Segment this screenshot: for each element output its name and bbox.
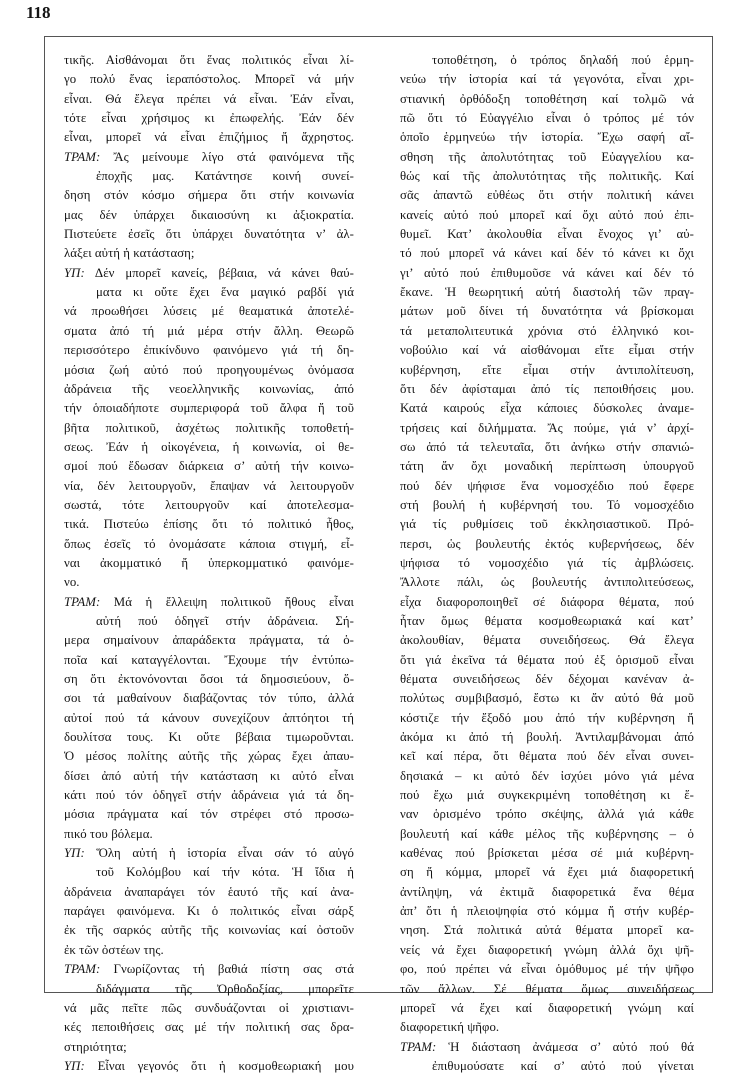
text-line bbox=[400, 167, 694, 186]
text-line bbox=[400, 593, 694, 612]
text-line bbox=[64, 593, 354, 612]
line-text: ποῖα καί καταγγέλονται. Ἔχουμε τήν ἐντύπω- bbox=[64, 652, 354, 667]
line-text: μόσια ζωή αὐτό πού προηγουμένως ὀνόμασα bbox=[64, 362, 354, 377]
text-line bbox=[64, 844, 354, 863]
text-line bbox=[400, 786, 694, 805]
line-text: μόσια πράγματα καί τόν στρέφει στό προσω- bbox=[64, 807, 354, 822]
text-line bbox=[400, 825, 694, 844]
text-line bbox=[64, 535, 354, 554]
line-text: θώς καί τῆς ἀπολυτότητας τῆς πολιτικῆς. Καί bbox=[400, 169, 694, 184]
text-line bbox=[400, 670, 694, 689]
line-text: ἀδράνεια τῆς νεοελληνικῆς κοινωνίας, ἀπό bbox=[64, 381, 354, 396]
text-line bbox=[400, 883, 694, 902]
line-text: νείς νά ἔχει διαφορετική γνώμη ἀλλά ὄχι ψῆ- bbox=[400, 942, 694, 957]
text-line bbox=[400, 51, 694, 70]
text-line bbox=[400, 457, 694, 476]
text-line bbox=[400, 689, 694, 708]
text-line bbox=[400, 186, 694, 205]
line-text: γιά τίς ρυθμίσεις τοῦ ἐκκλησιαστικοῦ. Πρό- bbox=[400, 517, 694, 532]
text-line bbox=[400, 612, 694, 631]
line-text: νία, δέν λειτουργοῦν, ἔπαψαν νά λειτουργοῦν bbox=[64, 478, 354, 493]
line-text: τοῦ Κολόμβου καί τήν κότα. Ἡ ἴδια ἡ bbox=[96, 865, 354, 880]
line-text: Εἶναι γεγονός ὅτι ἡ κοσμοθεωριακή μου bbox=[84, 1058, 354, 1073]
line-text: πού δέν ψήφισε ἕνα νομοσχέδιο πού ἔφερε bbox=[400, 478, 694, 493]
text-line bbox=[400, 921, 694, 940]
line-text: τῶν ἄλλων. Σέ θέματα ὅμως συνειδήσεως bbox=[400, 981, 694, 996]
text-line bbox=[64, 825, 354, 844]
text-line bbox=[64, 148, 354, 167]
text-line bbox=[64, 554, 354, 573]
text-line bbox=[400, 380, 694, 399]
line-text: κάτι πού τόν ὁδηγεῖ στήν ἀδράνεια γιά τά δη- bbox=[64, 788, 354, 803]
text-line bbox=[400, 709, 694, 728]
text-line bbox=[64, 883, 354, 902]
line-text: Ἄλλοτε πάλι, ὡς βουλευτής ἀντιπολιτεύσεως, bbox=[400, 575, 694, 590]
line-text: εἶναι, μπορεῖ νά εἶναι ἐπιζήμιος ἤ ἄχρηστος. bbox=[64, 130, 354, 145]
speaker-label: ΤΡΑΜ: bbox=[400, 1039, 437, 1054]
text-line bbox=[64, 631, 354, 650]
text-line bbox=[400, 1057, 694, 1076]
line-text: στιανική ὀρθόδοξη τοποθέτηση καί τολμῶ νά bbox=[400, 91, 694, 106]
line-text: Πιστεύετε ἐσεῖς ὅτι ὑπάρχει δυνατότητα ν’ ἀλ- bbox=[64, 227, 354, 242]
line-text: τήν ὁποιαδήποτε συμπεριφορά τοῦ ἄλφα ἤ τοῦ bbox=[64, 401, 354, 416]
text-line bbox=[400, 244, 694, 263]
line-text: Ὁ μέσος πολίτης αὐτῆς τῆς χώρας ἔχει ἀπαυ- bbox=[64, 749, 354, 764]
text-line bbox=[64, 167, 354, 186]
line-text: ἦταν ὅμως θέματα κοσμοθεωριακά καί κατ’ bbox=[400, 613, 694, 628]
speaker-label: ΥΠ: bbox=[64, 265, 85, 280]
text-line bbox=[64, 341, 354, 360]
line-text: ἀκολουθίαν, θέματα συνειδήσεως. Θά ἔλεγα bbox=[400, 633, 694, 648]
line-text: ναι ἀκομματικό ἤ ὑπερκομματικό φαινόμε- bbox=[64, 555, 354, 570]
line-text: δησιακά – κι αὐτό δέν ἰσχύει μόνο γιά μένα bbox=[400, 768, 694, 783]
text-line bbox=[64, 302, 354, 321]
line-text: πολύτως συμβιβασμό, ἔστω κι ἄν αὐτό θά μοῦ bbox=[400, 691, 694, 706]
text-line bbox=[64, 709, 354, 728]
text-line bbox=[64, 496, 354, 515]
line-text: περσι, ὡς βουλευτής ἐκτός κυβερνήσεως, δέν bbox=[400, 536, 694, 551]
speaker-label: ΤΡΑΜ: bbox=[64, 594, 101, 609]
line-text: Ἄς μείνουμε λίγο στά φαινόμενα τῆς bbox=[100, 149, 354, 164]
text-line bbox=[400, 283, 694, 302]
line-text: ψήφισα τό νομοσχέδιο γιά τίς ἀμβλώσεις. bbox=[400, 555, 694, 570]
text-line bbox=[64, 322, 354, 341]
text-line bbox=[400, 747, 694, 766]
line-text: τότε εἶναι χρήσιμος κι ἐπωφελής. Ἐάν δέν bbox=[64, 111, 354, 126]
text-line bbox=[400, 631, 694, 650]
text-line bbox=[64, 941, 354, 960]
text-line bbox=[64, 90, 354, 109]
text-line bbox=[64, 960, 354, 979]
line-text: μας δέν ὑπάρχει δικαιοσύνη κι ἀξιοκρατία. bbox=[64, 207, 354, 222]
text-line bbox=[400, 999, 694, 1018]
line-text: κυβέρνηση, εἴτε εἶμαι στήν ἀντιπολίτευση, bbox=[400, 362, 694, 377]
text-line bbox=[64, 361, 354, 380]
line-text: ὅτι γιά ἐκεῖνα τά θέματα πού ἐξ ὁρισμοῦ εἶναι bbox=[400, 652, 694, 667]
page-number: 118 bbox=[26, 3, 51, 22]
line-text: ἐπιθυμούσατε καί σ’ αὐτό πού γίνεται bbox=[432, 1058, 694, 1073]
line-text: παράγει φαινόμενα. Κι ὁ πολιτικός εἶναι σάρξ bbox=[64, 904, 354, 919]
text-line bbox=[64, 225, 354, 244]
text-line bbox=[64, 728, 354, 747]
line-text: δηση στόν κόσμο σήμερα ὅτι στήν κοινωνία bbox=[64, 188, 354, 203]
text-line bbox=[64, 283, 354, 302]
line-text: αὐτοί πού τά κάνουν συνεχίζουν ἀπτόητοι τή bbox=[64, 710, 354, 725]
line-text: τάτη ἄν ὄχι μοναδική περίπτωση ὑπουργοῦ bbox=[400, 459, 694, 474]
text-line bbox=[64, 1057, 354, 1076]
text-line bbox=[400, 980, 694, 999]
line-text: τοποθέτηση, ὁ τρόπος δηλαδή πού ἑρμη- bbox=[432, 53, 694, 67]
text-line bbox=[64, 70, 354, 89]
text-line bbox=[400, 496, 694, 515]
line-text: βουλευτή καί κάθε μέλος τῆς κυβέρνησης – ὁ bbox=[400, 826, 694, 841]
text-line bbox=[64, 921, 354, 940]
line-text: τικά. Πιστεύω ἐπίσης ὅτι τό πολιτικό ἦθος, bbox=[64, 517, 354, 532]
line-text: στηριότητα; bbox=[64, 1039, 127, 1054]
text-line bbox=[400, 399, 694, 418]
text-frame bbox=[44, 36, 713, 1073]
line-text: ση ὅτι ἐκτονόνονται ὅσοι τά δημοσιεύουν, ὅ- bbox=[64, 672, 354, 686]
line-text: γο πολύ ἕνας ἱεραπόστολος. Μπορεῖ νά μήν bbox=[64, 72, 354, 87]
line-text: γι’ αὐτό πού ἐπιθυμοῦσε νά κάνει καί δέν τό bbox=[400, 265, 694, 280]
line-text: ἀκόμα κι ἀπό τή βουλή. Ἀντιλαμβάνομαι ἀπό bbox=[400, 730, 694, 745]
line-text: ἐκ τῆς σαρκός αὐτῆς τῆς κοινωνίας καί ὀστοῦν bbox=[64, 923, 354, 938]
text-line bbox=[64, 206, 354, 225]
text-line bbox=[400, 1038, 694, 1057]
line-text: διδάγματα τῆς Ὀρθοδοξίας, μπορεῖτε bbox=[96, 981, 354, 996]
text-line bbox=[64, 689, 354, 708]
text-line bbox=[64, 651, 354, 670]
text-line bbox=[400, 515, 694, 534]
line-text: κεῖ καί πέρα, ὅτι θέματα πού δέν εἶναι συνει- bbox=[400, 749, 694, 764]
line-text: σθηση τῆς ἀπολυτότητας τοῦ Εὐαγγελίου κα- bbox=[400, 149, 694, 164]
text-line bbox=[400, 844, 694, 863]
line-text: κές πεποιθήσεις σας μέ τήν πολιτική σας δρα- bbox=[64, 1020, 354, 1035]
line-text: ματα κι οὔτε ἔχει ἕνα μαγικό ραβδί γιά bbox=[96, 285, 354, 300]
line-text: μπορεῖ νά ἔχει καί διαφορετική γνώμη καί bbox=[400, 1000, 694, 1015]
speaker-label: ΥΠ: bbox=[64, 1058, 85, 1073]
line-text: νηση. Στά πολιτικά αὐτά θέματα μπορεῖ κα- bbox=[400, 923, 694, 938]
line-text: Κατά καιρούς εἶχα κάποιες δύσκολες ἀναμε- bbox=[400, 401, 694, 416]
text-line bbox=[64, 399, 354, 418]
line-text: ἀδράνεια ἀναπαράγει τόν ἑαυτό τῆς καί ἀνα- bbox=[64, 884, 354, 899]
line-text: σμοί πού ἔδωσαν διάρκεια σ’ αὐτή τήν κοινω- bbox=[64, 459, 354, 474]
line-text: σματα ἀπό τή μιά μέρα στήν ἄλλη. Θεωρῶ bbox=[64, 323, 354, 338]
text-line bbox=[400, 225, 694, 244]
line-text: ἀπ’ ὅτι ἡ πλειοψηφία στό κόμμα ἤ στήν κυβέρ- bbox=[400, 904, 694, 919]
line-text: τρήσεις καί διλήμματα. Ἄς πούμε, γιά ν’ ἀρχί- bbox=[400, 420, 694, 435]
text-line bbox=[400, 438, 694, 457]
text-line bbox=[400, 573, 694, 592]
text-line bbox=[400, 302, 694, 321]
text-line bbox=[64, 477, 354, 496]
line-text: περισσότερο ἐπικίνδυνο φαινόμενο γιά τή δη- bbox=[64, 343, 354, 358]
line-text: ὁποῖο ἑρμηνεύω τήν ἱστορία. Ἔχω σαφή αἴ- bbox=[400, 130, 694, 145]
text-line bbox=[400, 109, 694, 128]
text-line bbox=[64, 438, 354, 457]
line-text: ὅπως ἐσεῖς τό ὀνομάσατε κάποια στιγμή, εἶ- bbox=[64, 536, 354, 551]
text-line bbox=[64, 51, 354, 70]
line-text: ἐκ τῶν ὀστέων της. bbox=[64, 942, 164, 957]
text-line bbox=[64, 612, 354, 631]
line-text: ἐποχῆς μας. Κατάντησε κοινή συνεί- bbox=[96, 169, 354, 184]
line-text: πῶ ὅτι τό Εὐαγγέλιο εἶναι ὁ τρόπος μέ τόν bbox=[400, 111, 694, 126]
line-text: σοι τά μαθαίνουν διαβάζοντας τόν τύπο, ἀλλά bbox=[64, 691, 354, 706]
line-text: αὐτή πού ὁδηγεῖ στήν ἀδράνεια. Σή- bbox=[96, 613, 354, 628]
line-text: Δέν μπορεῖ κανείς, βέβαια, νά κάνει θαύ- bbox=[84, 265, 354, 280]
left-column bbox=[64, 51, 354, 1076]
line-text: σωστά, τότε λειτουργοῦν καί ἀποτελεσμα- bbox=[64, 497, 354, 512]
line-text: μερα σημαίνουν ἀπαράδεκτα πράγματα, τά ὁ- bbox=[64, 633, 354, 648]
text-line bbox=[400, 728, 694, 747]
text-line bbox=[64, 980, 354, 999]
line-text: ὅτι δέν ἀφίσταμαι ἀπό τίς πεποιθήσεις μου. bbox=[400, 381, 694, 396]
text-line bbox=[64, 109, 354, 128]
text-line bbox=[64, 902, 354, 921]
line-text: τικῆς. Αἰσθάνομαι ὅτι ἕνας πολιτικός εἶναι λί- bbox=[64, 53, 354, 67]
text-line bbox=[64, 186, 354, 205]
line-text: καθένας πού βρίσκεται μέσα σέ μιά κυβέρνη- bbox=[400, 846, 694, 861]
line-text: ναν ὁρισμένο τρόπο σκέψης, ἀλλά γιά κάθε bbox=[400, 807, 694, 822]
line-text: ση ἤ κόμμα, μπορεῖ νά ἔχει μιά διαφορετική bbox=[400, 865, 694, 880]
text-line bbox=[64, 747, 354, 766]
line-text: νοβούλιο καί νά αἰσθάνομαι εἴτε εἶμαι στήν bbox=[400, 343, 694, 358]
line-text: μάτων μοῦ δίνει τή δυνατότητα νά βρίσκομαι bbox=[400, 304, 694, 319]
text-line bbox=[64, 1038, 354, 1057]
line-text: νά προωθήσει λύσεις μέ θεαματικά ἀποτελέ- bbox=[64, 304, 354, 319]
text-line bbox=[64, 805, 354, 824]
text-line bbox=[400, 322, 694, 341]
text-line bbox=[64, 999, 354, 1018]
line-text: κανείς αὐτό πού μπορεῖ καί ὄχι αὐτό πού ἐπι- bbox=[400, 207, 694, 222]
text-line bbox=[64, 264, 354, 283]
text-line bbox=[400, 535, 694, 554]
text-line bbox=[400, 902, 694, 921]
text-line bbox=[400, 477, 694, 496]
line-text: ἔκανε. Ἡ θεωρητική αὐτή διαστολή τῶν πραγ- bbox=[400, 285, 694, 300]
line-text: τό πού μπορεῖ νά κάνει καί δέν τό κάνει κι ὄχι bbox=[400, 246, 694, 261]
text-line bbox=[400, 148, 694, 167]
line-text: εἶχα διαφοροποιηθεῖ σέ διάφορα θέματα, πού bbox=[400, 594, 694, 609]
text-line bbox=[64, 419, 354, 438]
text-line bbox=[64, 573, 354, 592]
text-line bbox=[400, 361, 694, 380]
text-line bbox=[400, 70, 694, 89]
text-line bbox=[400, 767, 694, 786]
text-line bbox=[400, 419, 694, 438]
line-text: νά μᾶς πεῖτε πῶς συνδυάζονται οἱ χριστιανι- bbox=[64, 1000, 354, 1015]
text-line bbox=[400, 960, 694, 979]
speaker-label: ΤΡΑΜ: bbox=[64, 962, 101, 977]
text-line bbox=[400, 90, 694, 109]
text-line bbox=[400, 128, 694, 147]
line-text: λάξει αὐτή ἡ κατάσταση; bbox=[64, 246, 195, 261]
line-text: Μά ἡ ἔλλειψη πολιτικοῦ ἤθους εἶναι bbox=[100, 594, 354, 609]
text-line bbox=[64, 767, 354, 786]
line-text: πικό του βόλεμα. bbox=[64, 826, 153, 841]
line-text: διαφορετική ψῆφο. bbox=[400, 1020, 500, 1035]
text-line bbox=[400, 206, 694, 225]
line-text: σᾶς ἀπαντῶ εὐθέως ὅτι στήν πολιτική κάνει bbox=[400, 188, 694, 203]
text-line bbox=[64, 786, 354, 805]
line-text: κόστιζε τήν ἔξοδό μου ἀπό τήν κυβέρνηση ἤ bbox=[400, 710, 694, 725]
text-line bbox=[400, 1018, 694, 1037]
right-column bbox=[400, 51, 694, 1076]
text-line bbox=[400, 805, 694, 824]
text-line bbox=[64, 670, 354, 689]
text-line bbox=[64, 380, 354, 399]
text-line bbox=[64, 128, 354, 147]
text-line bbox=[64, 515, 354, 534]
line-text: σεως. Ἐάν ἡ οἰκογένεια, ἡ κοινωνία, οἱ θε- bbox=[64, 439, 354, 454]
speaker-label: ΤΡΑΜ: bbox=[64, 149, 101, 164]
text-line bbox=[400, 554, 694, 573]
line-text: Ὅλη αὐτή ἡ ἱστορία εἶναι σάν τό αὐγό bbox=[84, 846, 354, 861]
line-text: θέματα συνειδήσεως δέν δέχομαι κανέναν ἀ- bbox=[400, 672, 694, 686]
line-text: Ἡ διάσταση ἀνάμεσα σ’ αὐτό πού θά bbox=[436, 1039, 694, 1054]
line-text: σω ἀπό τά τελευταῖα, ὅτι ἀνήκω στήν σπανιώ- bbox=[400, 439, 694, 454]
line-text: νεύω τήν ἱστορία καί τά γεγονότα, εἶναι χρι- bbox=[400, 72, 694, 87]
line-text: δουλίτσα τους. Κι οὔτε βέβαια τιμωροῦνται. bbox=[64, 730, 354, 745]
line-text: βῆτα πολιτικοῦ, ἀσχέτως πολιτικῆς τοποθετή- bbox=[64, 420, 354, 435]
text-line bbox=[400, 341, 694, 360]
text-line bbox=[400, 863, 694, 882]
line-text: ἀντίληψη, νά ἐκτιμᾶ διαφορετικά ἕνα θέμα bbox=[400, 884, 694, 899]
text-line bbox=[400, 651, 694, 670]
line-text: τά μεταπολιτευτικά χρόνια στό ἑλληνικό κοι- bbox=[400, 323, 694, 338]
line-text: νο. bbox=[64, 575, 80, 590]
text-line bbox=[400, 264, 694, 283]
line-text: εἶναι. Θά ἔλεγα πρέπει νά εἶναι. Ἐάν εἶναι, bbox=[64, 91, 354, 106]
text-line bbox=[64, 457, 354, 476]
line-text: δίσει ἀπό αὐτή τήν κατάσταση κι αὐτό εἶναι bbox=[64, 768, 354, 783]
text-line bbox=[64, 244, 354, 263]
speaker-label: ΥΠ: bbox=[64, 846, 85, 861]
line-text: πού ἔχω μιά συγκεκριμένη τοποθέτηση κι ἕ- bbox=[400, 788, 694, 803]
line-text: φο, πού πρέπει νά εἶναι ὁμόθυμος μέ τήν ψῆφο bbox=[400, 962, 694, 977]
text-line bbox=[64, 1018, 354, 1037]
line-text: Γνωρίζοντας τή βαθιά πίστη σας στά bbox=[100, 962, 354, 977]
text-line bbox=[400, 941, 694, 960]
text-line bbox=[64, 863, 354, 882]
line-text: στή βουλή ἡ κυβέρνησή του. Τό νομοσχέδιο bbox=[400, 497, 694, 512]
line-text: θυμεῖ. Κατ’ ἀκολουθία εἶναι ἔνοχος γι’ αὐ- bbox=[400, 227, 694, 242]
